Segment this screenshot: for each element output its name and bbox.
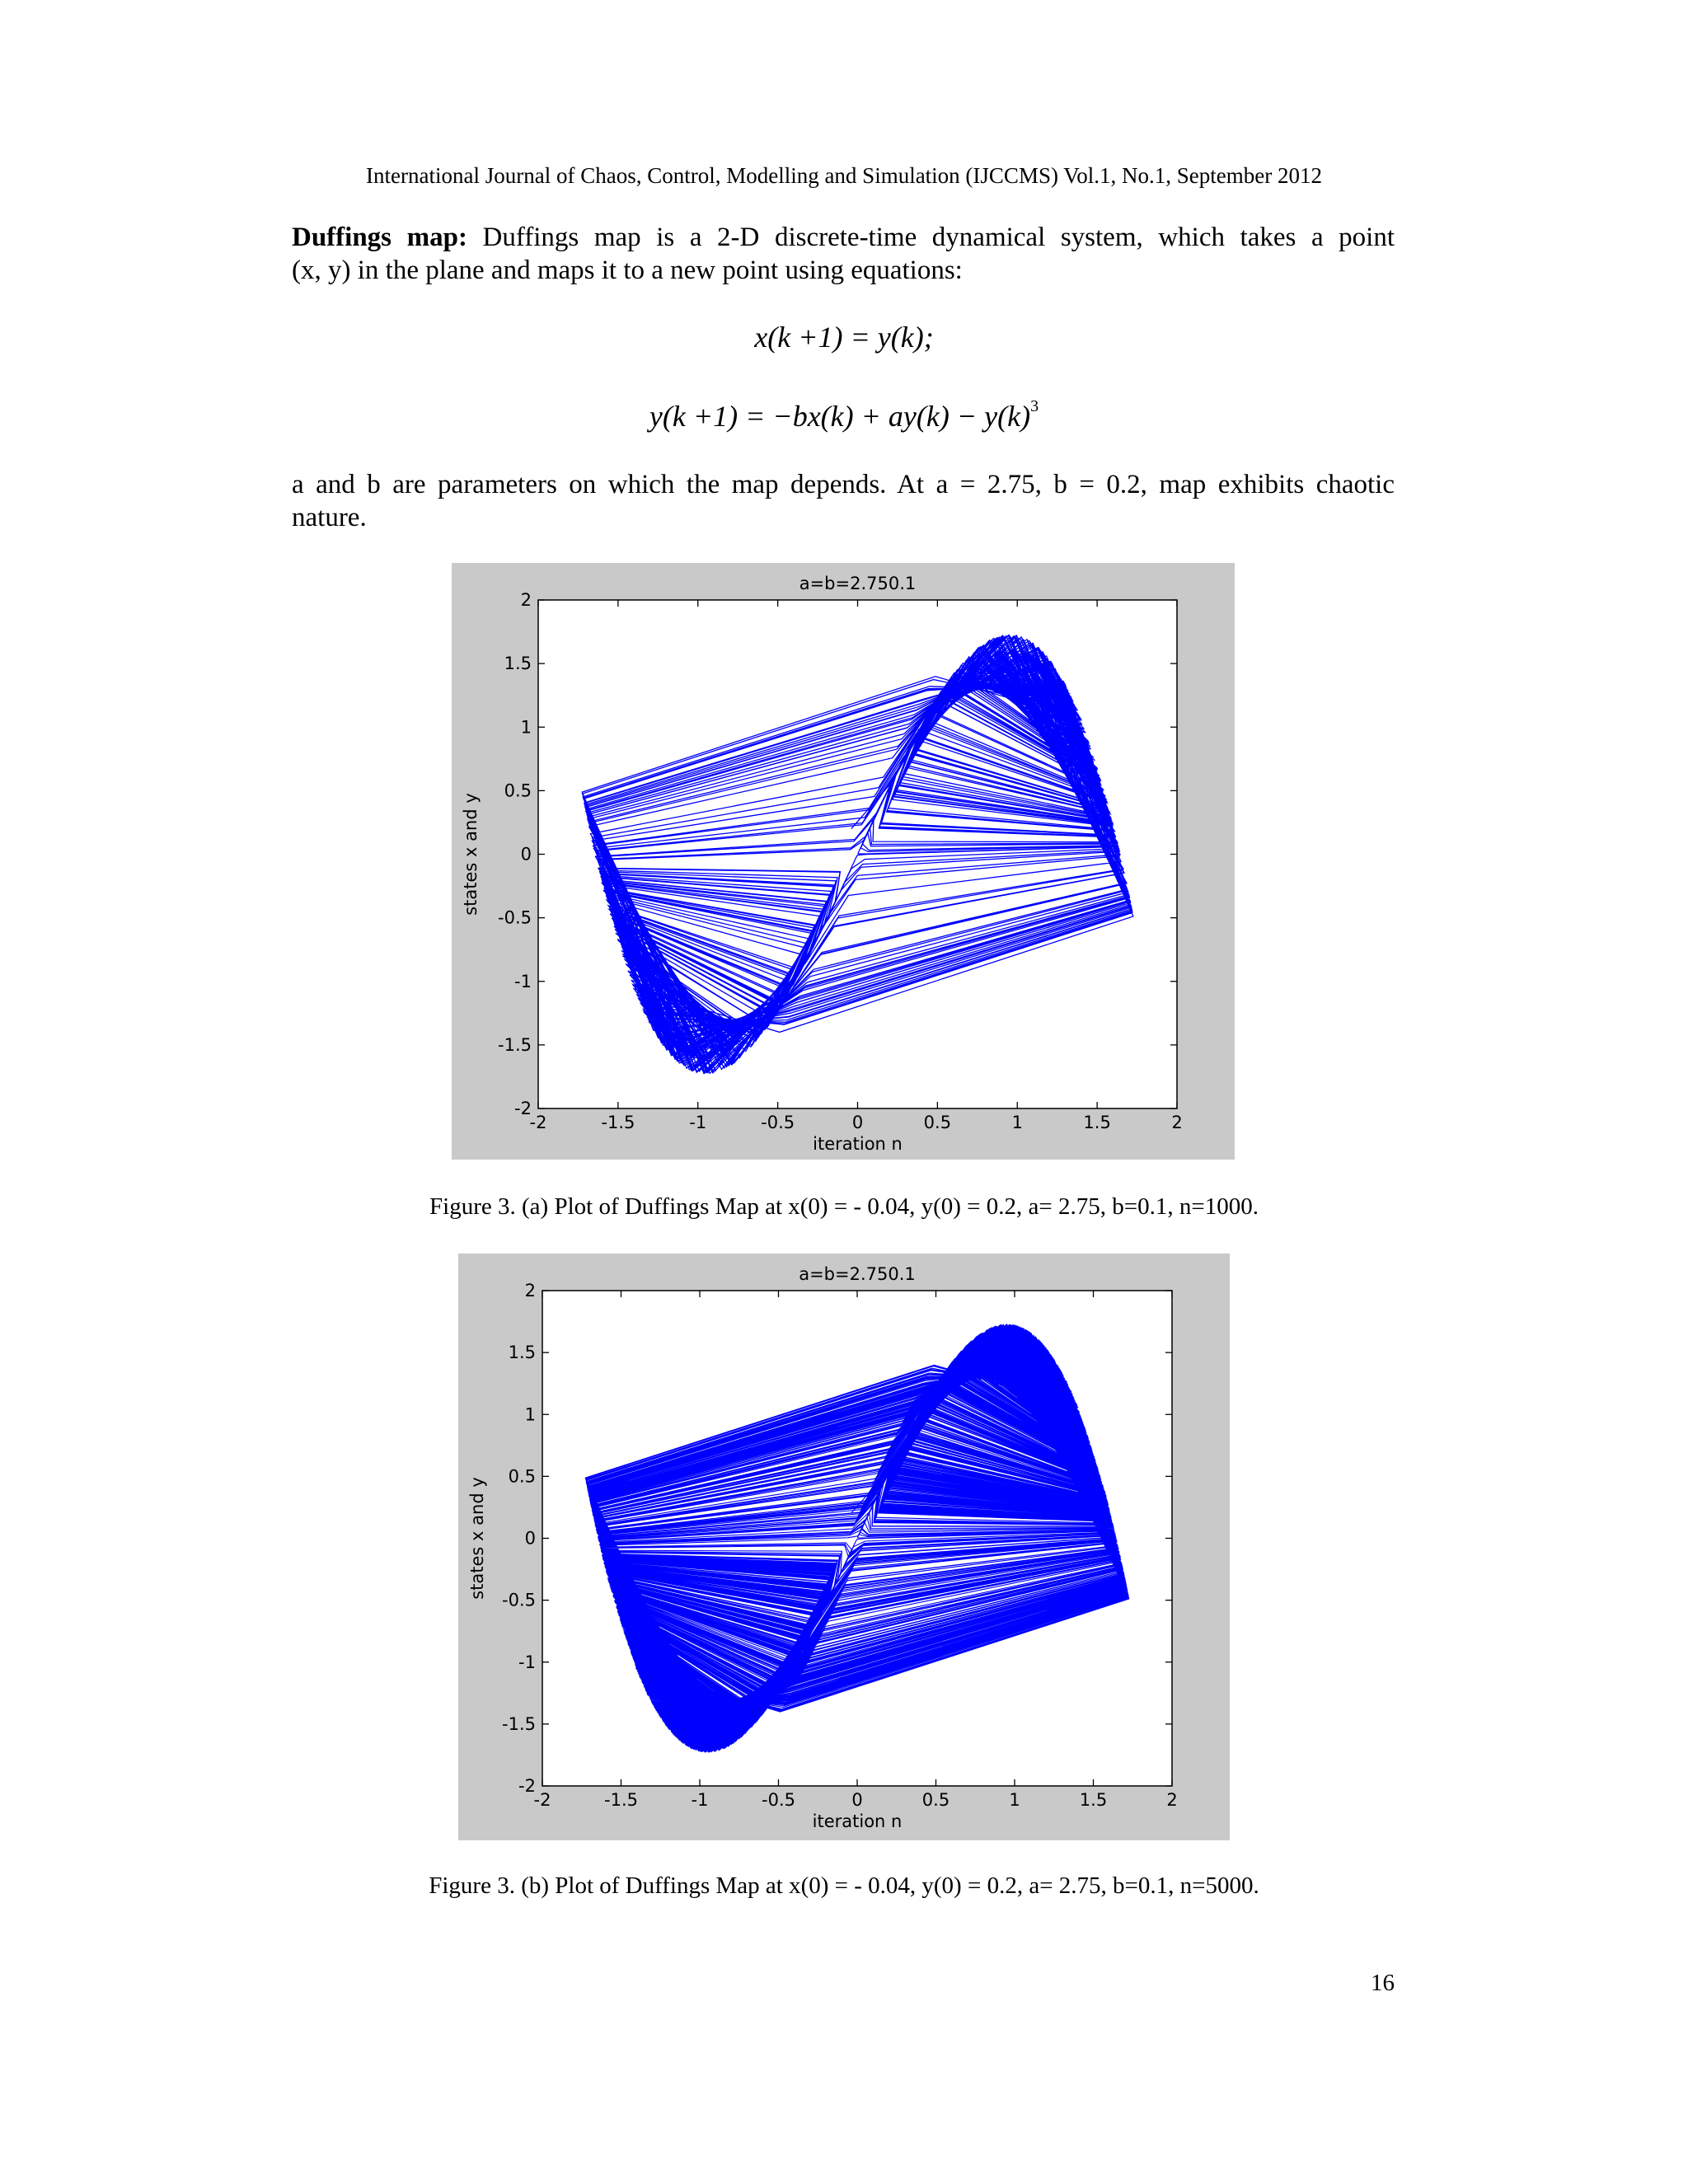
y-tick-label: 0 <box>520 844 532 865</box>
figure-b <box>458 1254 1230 1840</box>
intro-line-1 <box>292 221 1395 254</box>
x-tick-label: -1 <box>689 1113 707 1132</box>
chart-title: a=b=2.750.1 <box>799 1264 916 1284</box>
x-tick-label: 1 <box>1009 1790 1020 1810</box>
figure-a-caption: Figure 3. (a) Plot of Duffings Map at x(0) = - 0.04, y(0) = 0.2, a= 2.75, b=0.1, n=1000. <box>429 1193 1259 1220</box>
x-tick-label: 0 <box>851 1113 864 1132</box>
y-axis-label: states x and y <box>467 1477 487 1600</box>
y-tick-label: -1.5 <box>502 1713 536 1734</box>
figure-b-chart <box>458 1254 1230 1840</box>
y-tick-label: 0 <box>524 1528 536 1549</box>
y-tick-label: -1.5 <box>498 1034 532 1055</box>
running-head: International Journal of Chaos, Control, Modelling and Simulation (IJCCMS) Vol.1, No.1, September 2012 <box>366 163 1322 188</box>
x-tick-label: 2 <box>1166 1790 1178 1810</box>
y-tick-label: -1 <box>518 1652 536 1672</box>
x-tick-label: 0 <box>851 1790 863 1810</box>
y-axis-label: states x and y <box>461 793 481 916</box>
intro-text: Duffings map is a 2-D discrete-time dynamical system, which takes a point <box>467 223 1395 252</box>
figure-b-caption: Figure 3. (b) Plot of Duffings Map at x(0) = - 0.04, y(0) = 0.2, a= 2.75, b=0.1, n=5000. <box>429 1872 1259 1899</box>
y-tick-label: -2 <box>518 1776 536 1796</box>
figure-a-chart <box>452 563 1235 1160</box>
x-tick-label: -1.5 <box>601 1113 635 1132</box>
x-tick-label: 0.5 <box>923 1113 952 1132</box>
y-tick-label: 1.5 <box>504 654 532 674</box>
x-tick-label: 1.5 <box>1079 1790 1108 1810</box>
y-tick-label: 2 <box>524 1281 536 1301</box>
x-axis-label: iteration n <box>813 1134 903 1154</box>
equation-2 <box>0 397 1688 434</box>
y-tick-label: -2 <box>514 1099 532 1118</box>
x-axis-label: iteration n <box>812 1811 903 1831</box>
x-tick-label: -1.5 <box>604 1790 638 1810</box>
y-tick-label: 2 <box>520 590 532 610</box>
chart-title: a=b=2.750.1 <box>799 574 917 593</box>
y-tick-label: 0.5 <box>504 780 532 801</box>
y-tick-label: -0.5 <box>498 907 532 928</box>
x-tick-label: -2 <box>533 1790 551 1810</box>
x-tick-label: 1 <box>1011 1113 1023 1132</box>
y-tick-label: 1.5 <box>508 1343 536 1363</box>
x-tick-label: -0.5 <box>762 1790 795 1810</box>
x-tick-label: 1.5 <box>1083 1113 1111 1132</box>
x-tick-label: -0.5 <box>761 1113 795 1132</box>
page-number: 16 <box>1371 1970 1395 1996</box>
x-tick-label: -1 <box>691 1790 709 1810</box>
params-line-1: a and b are parameters on which the map depends. At a = 2.75, b = 0.2, map exhibits chaotic <box>292 470 1395 499</box>
x-tick-label: 2 <box>1171 1113 1183 1132</box>
y-tick-label: -0.5 <box>502 1590 536 1610</box>
equation-2-main: y(k +1) = −bx(k) + ay(k) − y(k) <box>649 400 1031 433</box>
y-tick-label: 1 <box>524 1404 536 1425</box>
x-tick-label: -2 <box>529 1113 547 1132</box>
intro-line-2: (x, y) in the plane and maps it to a new point using equations: <box>292 255 963 285</box>
section-lead: Duffings map: <box>292 223 467 252</box>
figure-a <box>452 563 1235 1160</box>
x-tick-label: 0.5 <box>921 1790 950 1810</box>
equation-1: x(k +1) = y(k); <box>754 321 934 354</box>
params-line-2: nature. <box>292 503 367 532</box>
equation-2-exponent: 3 <box>1030 397 1039 415</box>
y-tick-label: 0.5 <box>508 1466 536 1487</box>
y-tick-label: -1 <box>514 971 532 991</box>
y-tick-label: 1 <box>520 717 532 738</box>
